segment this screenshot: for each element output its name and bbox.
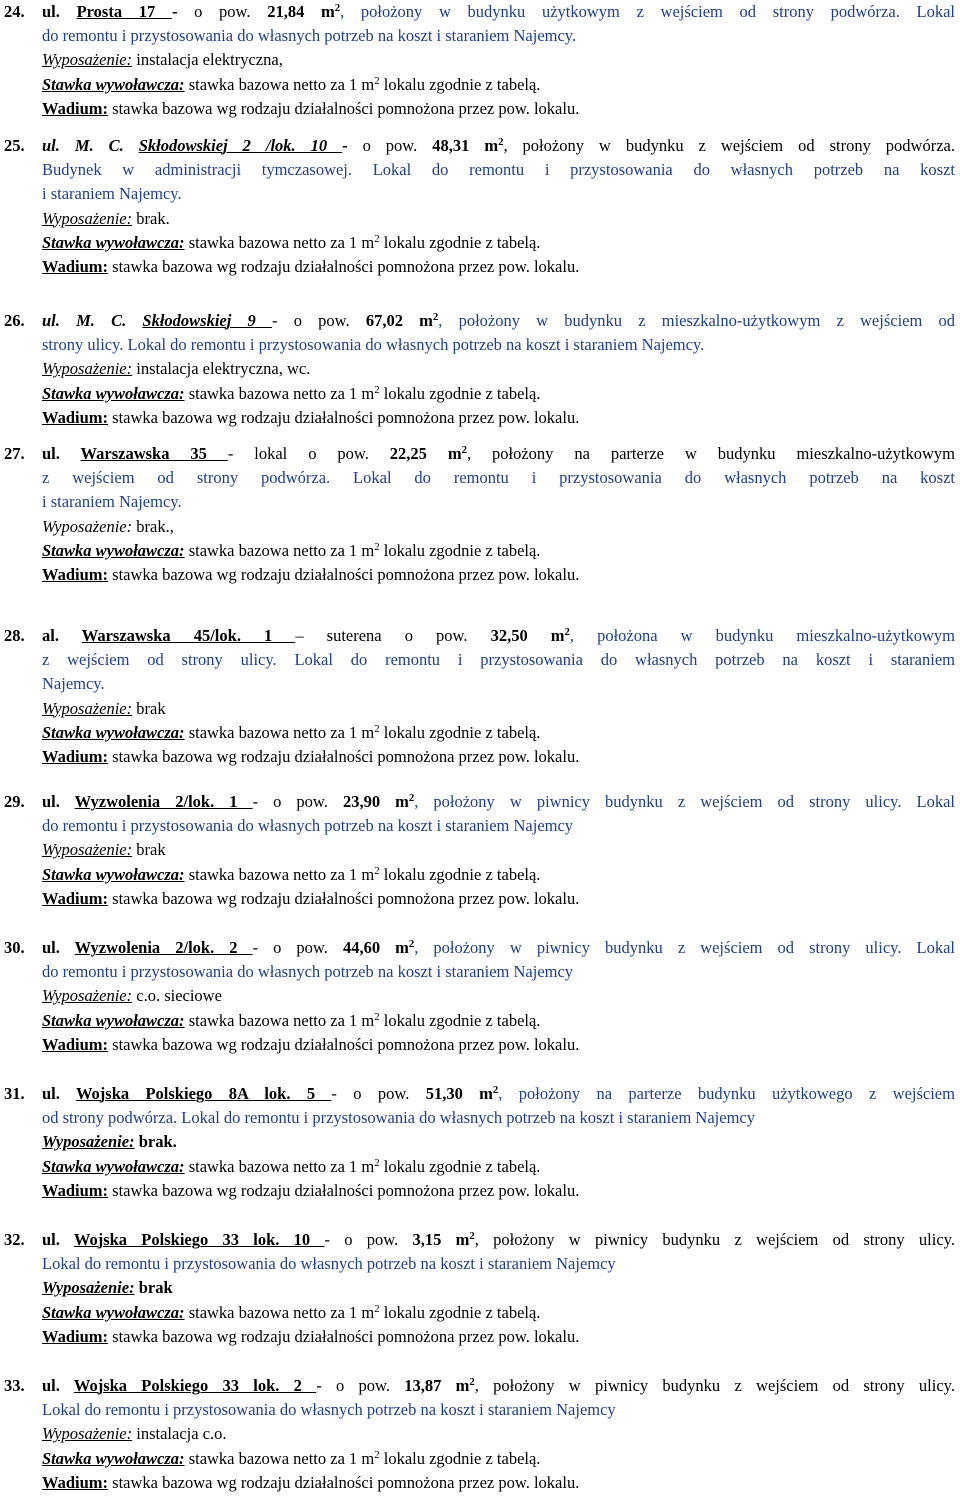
unit-exponent: 2: [374, 74, 380, 87]
entry-header-line: [4, 1082, 955, 1106]
equipment-line: [4, 48, 955, 72]
starting-rate-line: [4, 1447, 955, 1471]
starting-rate-line: [4, 1155, 955, 1179]
address-prefix: al.: [42, 626, 82, 645]
deposit-label: Wadium:: [42, 256, 109, 276]
equipment-label: Wyposażenie:: [42, 1278, 135, 1298]
entry-header-text: [42, 790, 955, 814]
area-prefix: o pow.: [404, 626, 491, 645]
starting-rate-line: [4, 1301, 955, 1325]
entry-header-text: [42, 309, 955, 333]
description: , położony w budynku z mieszkalno-użytkowym z wejściem od: [438, 311, 956, 330]
starting-rate-label: Stawka wywoławcza:: [42, 232, 185, 252]
starting-rate-line: [4, 73, 955, 97]
unit-exponent: 2: [374, 1448, 380, 1461]
deposit-line: [4, 1471, 955, 1495]
entry-number: 33.: [4, 1376, 25, 1395]
deposit-text: stawka bazowa wg rodzaju działalności pomnożona przez pow. lokalu.: [112, 98, 580, 118]
equipment-line: [4, 515, 955, 539]
address: Skłodowskiej 9: [142, 311, 272, 330]
area-prefix: o pow.: [344, 1230, 413, 1249]
unit-exponent: 2: [374, 1302, 380, 1315]
deposit-label: Wadium:: [42, 1472, 109, 1492]
area-number: 48,31 m: [432, 136, 499, 155]
area-number: 23,90 m: [342, 792, 409, 811]
area-unit-exponent: 2: [432, 311, 439, 324]
listing-entry: [4, 0, 955, 121]
description-line: strony ulicy. Lokal do remontu i przystosowania do własnych potrzeb na koszt i staraniem Najemcy.: [42, 335, 705, 355]
unit-exponent: 2: [374, 864, 380, 877]
description: , położony w piwnicy budynku z wejściem od strony ulicy. Lokal: [414, 792, 955, 811]
address-separator: - lokal: [227, 444, 309, 463]
entry-number: 26.: [4, 311, 25, 330]
equipment-line: [4, 357, 955, 381]
deposit-line: [4, 97, 955, 121]
area-value: [343, 938, 414, 957]
area-prefix: o pow.: [194, 2, 268, 21]
listing-entry: [4, 309, 955, 430]
equipment-line: [4, 984, 955, 1008]
entry-header-text: [42, 1374, 955, 1398]
area-prefix: o pow.: [308, 444, 390, 463]
description-line: Budynek w administracji tymczasowej. Lokal do remontu i przystosowania do własnych potrzeb na koszt: [42, 160, 955, 180]
address-prefix: ul. M. C.: [42, 136, 139, 155]
entry-number: 30.: [4, 938, 25, 957]
area-unit-exponent: 2: [469, 1376, 475, 1389]
address-separator: -: [331, 1084, 354, 1103]
equipment-value: brak: [136, 840, 166, 860]
area-unit-exponent: 2: [498, 136, 504, 149]
address: Wyzwolenia 2/lok. 2: [74, 938, 253, 957]
address: Wojska Polskiego 33 lok. 10: [73, 1230, 325, 1249]
starting-rate-text-end: lokalu zgodnie z tabelą.: [379, 864, 541, 884]
description: , położony w piwnicy budynku z wejściem od strony ulicy.: [474, 1230, 955, 1249]
description-line: Lokal do remontu i przystosowania do własnych potrzeb na koszt i staraniem Najemcy: [42, 1400, 616, 1420]
starting-rate-label: Stawka wywoławcza:: [42, 1448, 185, 1468]
address-separator: -: [271, 311, 294, 330]
deposit-label: Wadium:: [42, 746, 109, 766]
listing-entry: [4, 442, 955, 587]
entry-header-line: [4, 790, 955, 814]
description-line: z wejściem od strony podwórza. Lokal do remontu i przystosowania do własnych potrzeb na koszt: [42, 468, 955, 488]
equipment-value: brak.,: [136, 516, 174, 536]
starting-rate-label: Stawka wywoławcza:: [42, 383, 185, 403]
deposit-label: Wadium:: [42, 888, 109, 908]
area-value: [491, 626, 570, 645]
entry-header-text: [42, 1082, 955, 1106]
area-value: [412, 1230, 474, 1249]
description: , położony w piwnicy budynku z wejściem od strony ulicy. Lokal: [414, 938, 955, 957]
address-separator: -: [324, 1230, 345, 1249]
entry-header-text: [42, 134, 955, 158]
equipment-label: Wyposażenie:: [42, 1424, 133, 1444]
area-number: 32,50 m: [490, 626, 565, 645]
address: Warszawska 45/lok. 1: [81, 626, 296, 645]
deposit-line: [4, 406, 955, 430]
entry-header-text: [42, 0, 955, 24]
address-separator: -: [252, 938, 274, 957]
address-prefix: ul.: [42, 792, 75, 811]
starting-rate-text-end: lokalu zgodnie z tabelą.: [379, 383, 541, 403]
starting-rate-text: stawka bazowa netto za 1 m: [188, 232, 375, 252]
starting-rate-text-end: lokalu zgodnie z tabelą.: [379, 1156, 541, 1176]
starting-rate-label: Stawka wywoławcza:: [42, 540, 185, 560]
equipment-value: brak: [136, 698, 166, 718]
entry-header-line: [4, 0, 955, 24]
starting-rate-text: stawka bazowa netto za 1 m: [188, 722, 375, 742]
equipment-line: [4, 838, 955, 862]
area-value: [426, 1084, 499, 1103]
area-value: [404, 1376, 475, 1395]
address-prefix: ul.: [42, 1230, 74, 1249]
description-line: do remontu i przystosowania do własnych potrzeb na koszt i staraniem Najemcy: [42, 962, 574, 982]
area-unit-exponent: 2: [334, 2, 341, 15]
description-line: i staraniem Najemcy.: [42, 184, 182, 204]
equipment-label: Wyposażenie:: [42, 516, 133, 536]
address: Warszawska 35: [80, 444, 228, 463]
starting-rate-text: stawka bazowa netto za 1 m: [188, 383, 375, 403]
description: , położony w budynku użytkowym z wejściem od strony podwórza. Lokal: [340, 2, 955, 21]
description-line: do remontu i przystosowania do własnych potrzeb na koszt i staraniem Najemcy: [42, 816, 574, 836]
deposit-line: [4, 255, 955, 279]
starting-rate-text: stawka bazowa netto za 1 m: [188, 540, 375, 560]
area-number: 13,87 m: [404, 1376, 470, 1395]
description: , położona w budynku mieszkalno-użytkowym: [569, 626, 955, 645]
starting-rate-text-end: lokalu zgodnie z tabelą.: [379, 74, 541, 94]
equipment-label: Wyposażenie:: [42, 359, 133, 379]
equipment-label: Wyposażenie:: [42, 1132, 135, 1152]
equipment-line: [4, 1130, 955, 1154]
entry-number: 29.: [4, 792, 25, 811]
starting-rate-text: stawka bazowa netto za 1 m: [188, 1448, 375, 1468]
deposit-text: stawka bazowa wg rodzaju działalności pomnożona przez pow. lokalu.: [112, 1472, 580, 1492]
deposit-label: Wadium:: [42, 1180, 109, 1200]
address-separator: -: [342, 136, 363, 155]
deposit-label: Wadium:: [42, 1326, 109, 1346]
address-prefix: ul.: [42, 1084, 76, 1103]
area-prefix: o pow.: [273, 938, 343, 957]
unit-exponent: 2: [374, 383, 380, 396]
deposit-line: [4, 745, 955, 769]
unit-exponent: 2: [374, 722, 380, 735]
listing-entry: [4, 134, 955, 279]
deposit-line: [4, 1179, 955, 1203]
equipment-value: brak: [138, 1278, 173, 1298]
address-prefix: ul. M. C.: [42, 311, 143, 330]
starting-rate-text: stawka bazowa netto za 1 m: [188, 864, 375, 884]
starting-rate-line: [4, 382, 955, 406]
deposit-label: Wadium:: [42, 564, 109, 584]
equipment-value: c.o. sieciowe: [136, 986, 222, 1006]
equipment-value: brak.: [138, 1132, 177, 1152]
starting-rate-line: [4, 1009, 955, 1033]
starting-rate-text-end: lokalu zgodnie z tabelą.: [379, 232, 541, 252]
unit-exponent: 2: [374, 1156, 380, 1169]
deposit-label: Wadium:: [42, 98, 109, 118]
deposit-text: stawka bazowa wg rodzaju działalności pomnożona przez pow. lokalu.: [112, 1326, 580, 1346]
address-prefix: ul.: [42, 2, 77, 21]
deposit-line: [4, 887, 955, 911]
entry-number: 25.: [4, 136, 25, 155]
starting-rate-text: stawka bazowa netto za 1 m: [188, 1302, 375, 1322]
starting-rate-text-end: lokalu zgodnie z tabelą.: [379, 1448, 541, 1468]
area-number: 67,02 m: [365, 311, 433, 330]
deposit-text: stawka bazowa wg rodzaju działalności pomnożona przez pow. lokalu.: [112, 564, 580, 584]
area-prefix: o pow.: [362, 136, 433, 155]
description: , położony na parterze w budynku mieszkalno-użytkowym: [466, 444, 955, 463]
area-number: 44,60 m: [342, 938, 409, 957]
starting-rate-label: Stawka wywoławcza:: [42, 864, 185, 884]
equipment-value: instalacja elektryczna, wc.: [136, 359, 311, 379]
description: , położony w piwnicy budynku z wejściem od strony ulicy.: [474, 1376, 955, 1395]
address-separator: -: [316, 1376, 336, 1395]
deposit-text: stawka bazowa wg rodzaju działalności pomnożona przez pow. lokalu.: [112, 746, 580, 766]
entry-number: 32.: [4, 1230, 25, 1249]
area-unit-exponent: 2: [408, 792, 415, 805]
description-line: i staraniem Najemcy.: [42, 492, 182, 512]
deposit-text: stawka bazowa wg rodzaju działalności pomnożona przez pow. lokalu.: [112, 888, 580, 908]
entry-header-line: [4, 134, 955, 158]
starting-rate-label: Stawka wywoławcza:: [42, 74, 185, 94]
description-line: od strony podwórza. Lokal do remontu i przystosowania do własnych potrzeb na koszt i staraniem Najemcy: [42, 1108, 755, 1128]
entry-number: 28.: [4, 626, 25, 645]
address: Prosta 17: [76, 2, 172, 21]
entry-number: 31.: [4, 1084, 25, 1103]
starting-rate-label: Stawka wywoławcza:: [42, 1156, 185, 1176]
area-number: 22,25 m: [389, 444, 462, 463]
area-number: 3,15 m: [412, 1230, 470, 1249]
area-prefix: o pow.: [335, 1376, 405, 1395]
area-prefix: o pow.: [353, 1084, 426, 1103]
unit-exponent: 2: [374, 232, 380, 245]
area-value: [343, 792, 414, 811]
entry-header-text: [42, 442, 955, 466]
area-number: 21,84 m: [267, 2, 335, 21]
starting-rate-line: [4, 863, 955, 887]
area-unit-exponent: 2: [492, 1084, 499, 1097]
area-value: [267, 2, 340, 21]
entry-header-line: [4, 936, 955, 960]
starting-rate-text-end: lokalu zgodnie z tabelą.: [379, 722, 541, 742]
deposit-text: stawka bazowa wg rodzaju działalności pomnożona przez pow. lokalu.: [112, 256, 580, 276]
description-line: Najemcy.: [42, 674, 105, 694]
area-unit-exponent: 2: [461, 444, 467, 457]
address: Wojska Polskiego 8A lok. 5: [75, 1084, 332, 1103]
starting-rate-text: stawka bazowa netto za 1 m: [188, 1010, 375, 1030]
listing-entry: [4, 624, 955, 769]
starting-rate-line: [4, 539, 955, 563]
entry-header-text: [42, 936, 955, 960]
starting-rate-text-end: lokalu zgodnie z tabelą.: [379, 540, 541, 560]
deposit-line: [4, 1033, 955, 1057]
entry-number: 24.: [4, 2, 25, 21]
starting-rate-text-end: lokalu zgodnie z tabelą.: [379, 1302, 541, 1322]
deposit-text: stawka bazowa wg rodzaju działalności pomnożona przez pow. lokalu.: [112, 1180, 580, 1200]
area-prefix: o pow.: [273, 792, 343, 811]
equipment-value: brak.: [136, 208, 170, 228]
equipment-line: [4, 697, 955, 721]
starting-rate-line: [4, 721, 955, 745]
equipment-value: instalacja elektryczna,: [136, 50, 283, 70]
starting-rate-text-end: lokalu zgodnie z tabelą.: [379, 1010, 541, 1030]
address: Wojska Polskiego 33 lok. 2: [73, 1376, 317, 1395]
deposit-line: [4, 1325, 955, 1349]
deposit-text: stawka bazowa wg rodzaju działalności pomnożona przez pow. lokalu.: [112, 1034, 580, 1054]
address-separator: -: [171, 2, 195, 21]
address-prefix: ul.: [42, 444, 81, 463]
listing-entry: [4, 1374, 955, 1495]
deposit-line: [4, 563, 955, 587]
area-unit-exponent: 2: [469, 1230, 475, 1243]
entry-header-line: [4, 624, 955, 648]
entry-header-text: [42, 1228, 955, 1252]
area-unit-exponent: 2: [408, 938, 415, 951]
deposit-label: Wadium:: [42, 407, 109, 427]
listing-entry: [4, 936, 955, 1057]
starting-rate-text: stawka bazowa netto za 1 m: [188, 1156, 375, 1176]
entry-number: 27.: [4, 444, 25, 463]
address-prefix: ul.: [42, 938, 75, 957]
unit-exponent: 2: [374, 540, 380, 553]
equipment-label: Wyposażenie:: [42, 698, 133, 718]
area-number: 51,30 m: [425, 1084, 493, 1103]
entry-header-line: [4, 1228, 955, 1252]
starting-rate-label: Stawka wywoławcza:: [42, 1010, 185, 1030]
equipment-line: [4, 207, 955, 231]
equipment-line: [4, 1276, 955, 1300]
entry-header-text: [42, 624, 955, 648]
description: , położony na parterze budynku użytkowego z wejściem: [498, 1084, 955, 1103]
listing-entry: [4, 1228, 955, 1349]
unit-exponent: 2: [374, 1010, 380, 1023]
deposit-text: stawka bazowa wg rodzaju działalności pomnożona przez pow. lokalu.: [112, 407, 580, 427]
starting-rate-text: stawka bazowa netto za 1 m: [188, 74, 375, 94]
starting-rate-label: Stawka wywoławcza:: [42, 1302, 185, 1322]
description: , położony w budynku z wejściem od strony podwórza.: [503, 136, 955, 155]
listing-entry: [4, 1082, 955, 1203]
address: Wyzwolenia 2/lok. 1: [74, 792, 253, 811]
area-value: [432, 136, 503, 155]
equipment-label: Wyposażenie:: [42, 208, 133, 228]
entry-header-line: [4, 309, 955, 333]
equipment-label: Wyposażenie:: [42, 840, 133, 860]
entry-header-line: [4, 442, 955, 466]
description-line: Lokal do remontu i przystosowania do własnych potrzeb na koszt i staraniem Najemcy: [42, 1254, 616, 1274]
address-prefix: ul.: [42, 1376, 74, 1395]
equipment-label: Wyposażenie:: [42, 986, 133, 1006]
area-prefix: o pow.: [293, 311, 366, 330]
area-value: [390, 444, 467, 463]
description-line: do remontu i przystosowania do własnych potrzeb na koszt i staraniem Najemcy.: [42, 26, 577, 46]
listing-entry: [4, 790, 955, 911]
equipment-label: Wyposażenie:: [42, 50, 133, 70]
equipment-value: instalacja c.o.: [136, 1424, 227, 1444]
entry-header-line: [4, 1374, 955, 1398]
starting-rate-label: Stawka wywoławcza:: [42, 722, 185, 742]
address-separator: -: [252, 792, 274, 811]
area-unit-exponent: 2: [564, 626, 570, 639]
area-value: [366, 311, 438, 330]
address-separator: – suterena: [295, 626, 405, 645]
deposit-label: Wadium:: [42, 1034, 109, 1054]
description-line: z wejściem od strony ulicy. Lokal do remontu i przystosowania do własnych potrzeb na koszt i staraniem: [42, 650, 955, 670]
starting-rate-line: [4, 231, 955, 255]
equipment-line: [4, 1422, 955, 1446]
address: Skłodowskiej 2 /lok. 10: [138, 136, 343, 155]
